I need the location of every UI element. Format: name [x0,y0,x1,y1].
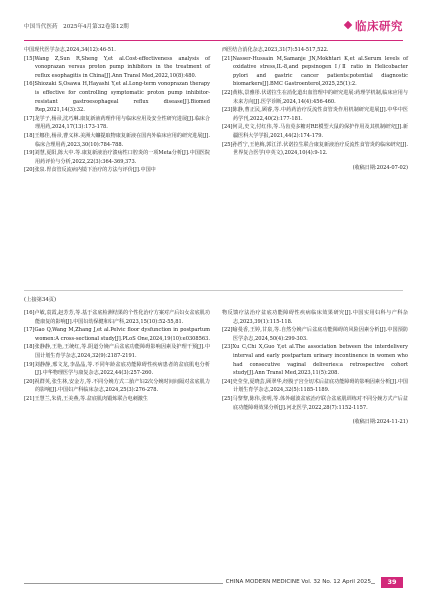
references-top-left [24,46,210,175]
section-title-text: 临床研究 [355,19,403,33]
received-date: (收稿日期:2024-11-21) [352,419,408,426]
reference-item: 物反馈疗法治疗盆底功能障碍性疾病临床效果研究[J].中国实用妇科与产科杂志,2023,39(1):115-118. [222,310,408,325]
received-date: (收稿日期:2024-07-02) [352,164,408,171]
reference-item: [22]黄栋,景雅彤.伏诺拉生在消化道出血管理中的研究进展:药理学机制,临床应用与未来方向[J].医学诊断,2024,14(4):456-460. [222,89,408,105]
reference-item: [19]刘静静,邢文龙,李晶晶,等.不同年龄盆底功能障碍性疾病患者的盆底肌电分析[J].中华物理医学与康复杂志,2022,44(3):257-260. [24,361,210,377]
reference-item: [23]Xu C,Chi X,Guo Y,et al.The association between the interdelivery interval and early postpartum urinary incontinence in women who had consecutive vaginal deliveries:a retrospective cohort study[J].Ann Transl Med,2023,11(5):208. [222,344,408,377]
reference-item: [17]Gao Q,Wang M,Zhang J,et al.Pelvic floor dysfunction in postpartum women:A cross-sectional study[J].PLoS One,2024,19(10):e0308563. [24,327,211,342]
reference-item: [19]刘慧,夏阳,陈大中.等.康复新液治疗溃疡性口腔炎的一项Meta分析[J].中国医院用药评价与分析,2022,22(3):364-369,373. [24,150,210,165]
reference-item: [18]张静静,王艳,王统红,等.阴道分娩产后盆底功能障碍影响因素及护理干预[J].中国计划生育学杂志,2024,32(9):2187-2191. [24,344,210,359]
journal-issue-line: 中国当代医药 2025年4月第32卷第12期 [24,24,129,30]
reference-item: [20]祝群英,张生林,安金方,等.不同分娩方式二胎产妇2次分娩时间间隔对盆底肌力的影响[J].中国妇产科临床杂志,2024,25(3):276-278. [24,378,210,394]
footer-journal-line: CHINA MODERN MEDICINE Vol. 32 No. 12 April 2025 [223,579,371,585]
diamond-icon [344,21,352,29]
reference-item: [20]张泉.胃食管反流病内镜下治疗的方法与评价[J].中国中 [24,167,156,174]
reference-item: [23]陈静,曹正民,顾睿,等.中药药治疗反流性食管炎作用机制研究进展[J].中华中医药学刊,2022,40(2):177-181. [222,107,408,122]
references-bottom-right [222,309,408,432]
page-number: 39 [381,577,403,588]
reference-item: [16]卢敏,袁霞,赵芳芳,等.基于盆底检测结果的个性化治疗方案对产后妇女盆底肌功能康复的影响[J].中国妇幼保健和妇产科,2023,15(10):52-55,81. [24,310,210,325]
reference-item: [25]孙哲宁,王艳梅,郭江洋.伏诺拉生联合康复新液治疗反流性食管炎的临床研究[J].世界复合医学(中英文),2024,10(4):9-12. [222,141,408,157]
references-bottom-left [24,309,210,404]
reference-item: [22]喻曼香,王婷,甘泉,等.自然分娩产后盆底功能障碍的风险因素分析[J].中国预防医学杂志,2024,50(4):299-303. [222,327,408,342]
reference-item: [21]Nasser-Hussain M,Samanje JN,Mokhtari K,et al.Serum levels of oxidative stress,IL-8,and pepsinogen Ⅰ/Ⅱ ratio in Helicobacter pylori and gastric cancer patients:potential diagnostic biomarkers[J].BMC Gastroenterol,2025,25(1):2. [222,55,408,88]
page-footer [24,579,403,589]
reference-item: 西医结合消化杂志,2023,31(7):514-517,522. [222,47,329,53]
reference-item: [21]王慧兰,朱倩,王美燕,等.盆底肌肉锻炼联合电刺激生 [24,395,148,402]
reference-item: [24]史莹莹,夏晓芸,顾翠华,经腹子宫全切术后盆底功能障碍的影响因素分析[J].中国计划生育学杂志,2024,32(5):1185-1189. [222,378,408,394]
reference-item: [16]Shiozaki S,Osawa H,Hayashi Y,et al.Long-term vonoprazan therapy is effective for controlling symptomatic proton pump inhibitor-resistant gastroesophageal reflux disease[J].Biomed Rep,2021,14(3):32. [24,81,210,114]
section-divider [24,290,403,291]
references-top-right [222,46,408,177]
reference-item: [15]Wang Z,Sun R,Sheng Y,et al.Cost-effectiveness analysis of vonoprazan versus proton pump inhibitors in the treatment of reflux esophagitis in China[J].Ann Transl Med,2022,10(8):480. [24,55,210,79]
section-title [345,18,403,34]
reference-item: [24]何灵,史文,付红伟,等.马齿苋多糖对RE模型大鼠的保护作用及其机制研究[J].新疆医科大学学报,2021,44(2):174-179. [222,124,408,139]
page-header [24,18,403,41]
reference-item: [18]王娜佳,杨帚,曹义林.美洲大蠊提取物康复新液在国内外临床应用的研究进展[J].临床合理用药,2023,30(10):784-788. [24,132,210,148]
continued-from-label: (上接第34页) [24,297,57,303]
reference-item: [17]龙学子,杨帚,沈巧琳.康复新液药理作用与临床应用及安全性研究进展[J].临床合理用药,2024,17(13):173-178. [24,115,210,131]
reference-item: 中国现代医学杂志,2024,34(12):46-51. [24,47,116,53]
reference-item: [25]马黎黎,陈伟,张明,等.体外磁波盆底治疗联合盆底肌训练对不同分娩方式产后盆底功能障碍效果分析[J].河北医学,2022,28(7):1152-1157. [222,395,408,411]
